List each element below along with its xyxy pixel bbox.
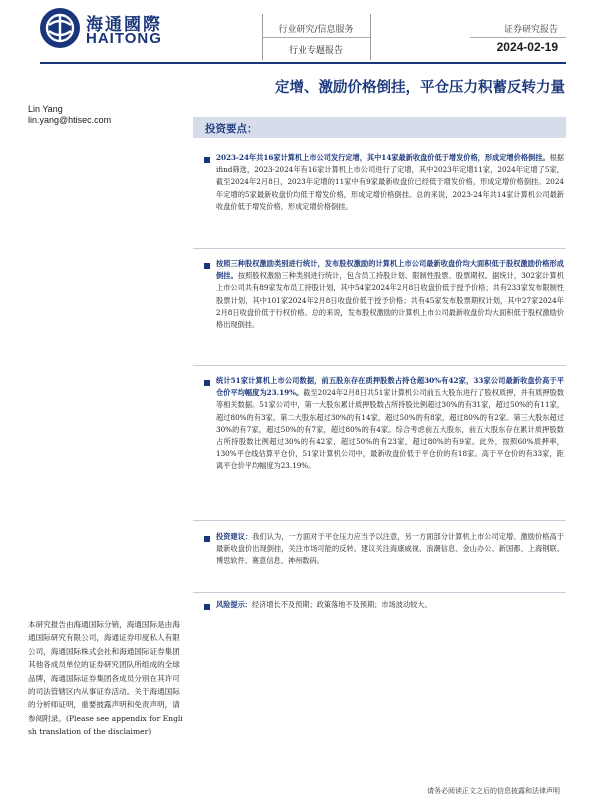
key-point-head: 投资建议： [216, 532, 253, 541]
key-points-header [193, 117, 566, 138]
report-type-left: 行业专题报告 [288, 46, 343, 56]
report-type-right: 证券研究报告 [503, 25, 558, 35]
logo-english-text: HAITONG [86, 30, 162, 47]
footer-notice: 请务必阅读正文之后的信息披露和法律声明 [427, 787, 560, 795]
haitong-logo [40, 8, 190, 48]
section-divider [193, 248, 566, 249]
key-point-head: 按照三种股权激励类别进行统计，发布股权激励的计算机上市公司最新收盘价均大面积低于股权激励价格形成倒挂。 [216, 259, 564, 281]
header-divider [370, 14, 371, 60]
key-point-item [216, 375, 564, 473]
key-point-item [216, 531, 564, 568]
key-point-head: 2023-24年共16家计算机上市公司发行定增，其中14家最新收盘价低于增发价格，形成定增价格倒挂。 [216, 153, 550, 162]
industry-category: 行业研究/信息服务 [278, 25, 354, 35]
bullet-icon [204, 604, 210, 610]
section-divider [193, 365, 566, 366]
section-divider [193, 592, 566, 593]
key-point-body: 截至2024年2月8日共51家计算机公司前五大股东进行了股权质押，并有质押股数等相关数据。51家公司中，第一大股东累计质押股数占所持股比例超过30%的有31家，超过50%的有11家，超过80%的有3家。第二大股东超过30%的有14家，超过50%的有8家，超过80%的有2家。第三大股东超过30%的有7家，超过50%的有7家，超过80%的有4家。综合考虑前五大股东，前五大股东存在累计质押股数占所持股数比例超过30%的有42家，超过50%的有23家，超过80%的有9家。此外，按照60%质押率，130%平仓线估算平仓价，51家计算机公司中，最新收盘价低于平仓价的有18家。高于平仓价的有33家，距离平仓价平均幅度为23.19%。 [216, 388, 565, 471]
bullet-icon [204, 263, 210, 269]
key-point-item [216, 152, 564, 213]
author-email[interactable]: lin.yang@htisec.com [28, 115, 112, 125]
key-point-body: 按照股权激励三种类别进行统计，包含员工持股计划、限制性股票、股票期权。据统计，302家计算机上市公司共有89家发布员工持股计划，其中54家2024年2月8日收盘价低于授予价格；共有233家发布限制性股票计划，其中101家2024年2月8日收盘价低于授予价格；共有45家发布股票期权计划，其中27家2024年2月8日收盘价低于行权价格。总的来说，发布股权激励的计算机上市公司最新收盘价均大面积低于股权激励价格出现倒挂。 [216, 271, 564, 330]
section-divider [193, 520, 566, 521]
bullet-icon [204, 380, 210, 386]
key-point-item [216, 258, 564, 331]
logo-chinese-text: 海通國際 [86, 15, 162, 35]
key-points-label: 投资要点： [205, 123, 258, 135]
key-point-body: 根据ifind筛选，2023-2024年有16家计算机上市公司进行了定增，其中2023年定增11家，2024年定增了5家，截至2024年2月8日，2023年定增的11家中有9家最新收盘价已经低于增发价格，形成定增价格倒挂。2024年定增的5家最新收盘价均低于增发价格，形成定增价格倒挂。总的来说，2023-24年共14家计算机公司最新收盘价低于增发价格，形成定增价格倒挂。 [216, 153, 564, 211]
key-point-head: 统计51家计算机上市公司数据，前五股东存在质押股数占持仓超30%有42家，33家公司最新收盘价高于平仓价平均幅度为23.19%。 [216, 376, 564, 398]
header-rule [262, 37, 370, 38]
bullet-icon [204, 157, 210, 163]
key-point-body: 经济增长不及预期；政策落地不及预期；市场波动较大。 [251, 600, 432, 609]
logo-emblem-icon [40, 8, 80, 48]
report-date: 2024-02-19 [496, 40, 558, 54]
key-point-body: 我们认为，一方面对于平仓压力应当予以注意，另一方面部分计算机上市公司定增、激励价格高于最新收盘价出现倒挂，关注市场可能的反转。建议关注海康威视、浪潮信息、金山办公、新国都、上海钢联、博思软件、赛意信息、神州数码。 [216, 532, 564, 566]
report-title: 定增、激励价格倒挂，平仓压力积蓄反转力量 [275, 79, 565, 96]
disclaimer-text: 本研究报告由海通国际分销，海通国际是由海通国际研究有限公司，海通证券印度私人有限公司，海通国际株式会社和海通国际证券集团其他各成员单位的证券研究团队所组成的全球品牌，海通国际证券集团各成员分别在其许可的司法管辖区内从事证券活动。关于海通国际的分析师证明，重要披露声明和免责声明，请参阅附录。(Please see appendix for English translation of the disclaimer) [28, 620, 183, 737]
key-point-item [216, 599, 564, 611]
key-point-head: 风险提示： [216, 600, 252, 609]
author-name: Lin Yang [28, 104, 63, 114]
header-bottom-rule [40, 62, 566, 64]
header-rule [470, 37, 566, 38]
bullet-icon [204, 536, 210, 542]
